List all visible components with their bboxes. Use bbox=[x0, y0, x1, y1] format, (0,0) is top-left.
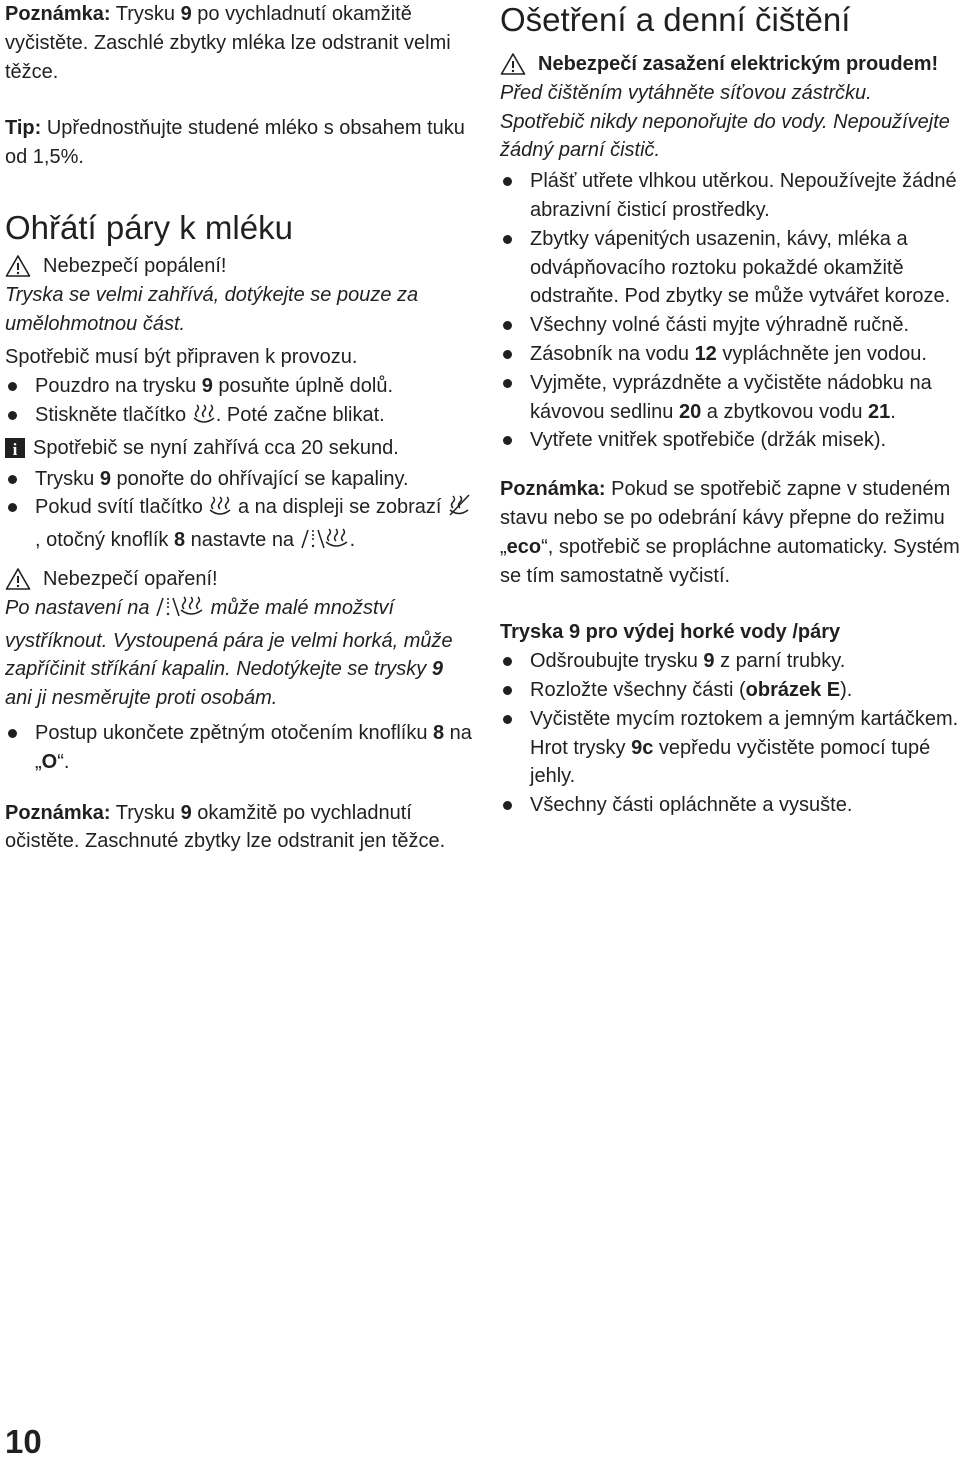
list-item: Všechny volné části myjte výhradně ručně. bbox=[500, 311, 960, 340]
section-heading-cleaning: Ošetření a denní čištění bbox=[500, 1, 851, 38]
warning-triangle-icon bbox=[5, 252, 33, 281]
left-column bbox=[5, 0, 473, 856]
step-slide-sleeve: Pouzdro na trysku 9 posuňte úplně dolů. bbox=[5, 372, 473, 401]
subheading-nozzle: Tryska 9 pro výdej horké vody /páry bbox=[500, 621, 841, 644]
list-item: Všechny části opláchněte a vysušte. bbox=[500, 791, 960, 820]
step-finish: Postup ukončete zpětným otočením knoflíku 8 na „O“. bbox=[5, 719, 473, 777]
warning-triangle-icon bbox=[5, 565, 33, 594]
list-item: Rozložte všechny části (obrázek E). bbox=[500, 676, 960, 705]
tip: Tip: Upřednostňujte studené mléko s obsahem tuku od 1,5%. bbox=[5, 117, 465, 169]
step-press-button: Stiskněte tlačítko . Poté začne blikat. bbox=[5, 401, 473, 434]
list-item: Zbytky vápenitých usazenin, kávy, mléka a odvápňovacího roztoku pokaždé okamžitě odstraňte. Pod zbytky se může vytvářet koroze. bbox=[500, 225, 960, 311]
right-column bbox=[500, 0, 960, 820]
svg-text:i: i bbox=[12, 440, 18, 460]
warning-scald-text: Po nastavení na může malé množství vystříknout. Vystoupená pára je velmi horká, může zapříčinit stříkání kapalin. Nedotýkejte se trysky 9 ani ji nesměrujte proti osobám. bbox=[5, 594, 473, 713]
list-item: Odšroubujte trysku 9 z parní trubky. bbox=[500, 647, 960, 676]
steam-knob-setting-icon bbox=[155, 594, 205, 627]
steam-knob-setting-icon bbox=[300, 526, 350, 559]
list-item: Vyčistěte mycím roztokem a jemným kartáčkem. Hrot trysky 9c vepředu vyčistěte pomocí tupé jehly. bbox=[500, 705, 960, 791]
step-immerse: Trysku 9 ponořte do ohřívající se kapaliny. bbox=[5, 465, 473, 494]
warning-burn bbox=[5, 252, 473, 281]
warning-electric bbox=[500, 50, 960, 79]
info-heating: i Spotřebič se nyní zahřívá cca 20 sekund. bbox=[5, 434, 473, 463]
list-item: Vytřete vnitřek spotřebiče (držák misek). bbox=[500, 426, 960, 455]
warning-title: Nebezpečí zasažení elektrickým proudem! bbox=[538, 53, 939, 75]
steam-display-icon bbox=[447, 493, 471, 526]
note-1: Poznámka: Trysku 9 po vychladnutí okamžitě vyčistěte. Zaschlé zbytky mléka lze odstranit velmi těžce. bbox=[5, 3, 451, 83]
list-item: Vyjměte, vyprázdněte a vyčistěte nádobku na kávovou sedlinu 20 a zbytkovou vodu 21. bbox=[500, 369, 960, 427]
warning-title: Nebezpečí opaření! bbox=[43, 567, 218, 590]
list-item: Zásobník na vodu 12 vypláchněte jen vodou. bbox=[500, 340, 960, 369]
step-set-knob: Pokud svítí tlačítko a na displeji se zobrazí , otočný knoflík 8 nastavte na . bbox=[5, 493, 473, 559]
page-number: 10 bbox=[5, 1423, 42, 1460]
info-icon bbox=[5, 434, 33, 463]
steam-icon bbox=[192, 403, 216, 434]
section-heading-milk-steam: Ohřátí páry k mléku bbox=[5, 208, 293, 246]
warning-scald bbox=[5, 565, 473, 594]
list-item: Plášť utřete vlhkou utěrkou. Nepoužívejte žádné abrazivní čisticí prostředky. bbox=[500, 167, 960, 225]
warning-electric-text: Před čištěním vytáhněte síťovou zástrčku. Spotřebič nikdy neponořujte do vody. Nepoužívejte žádný parní čistič. bbox=[500, 81, 950, 162]
warning-title: Nebezpečí popálení! bbox=[43, 254, 227, 277]
ready-line: Spotřebič musí být připraven k provozu. bbox=[5, 346, 358, 369]
note-autoclean: Poznámka: Pokud se spotřebič zapne v studeném stavu nebo se po odebrání kávy přepne do režimu „eco“, spotřebič se propláchne automaticky. Systém se tím samostatně vyčistí. bbox=[500, 478, 960, 587]
warning-triangle-icon bbox=[500, 50, 528, 79]
steam-icon bbox=[208, 495, 232, 526]
note-2: Poznámka: Trysku 9 okamžitě po vychladnutí očistěte. Zaschnuté zbytky lze odstranit jen těžce. bbox=[5, 801, 446, 853]
warning-text: Tryska se velmi zahřívá, dotýkejte se pouze za umělohmotnou část. bbox=[5, 283, 419, 335]
